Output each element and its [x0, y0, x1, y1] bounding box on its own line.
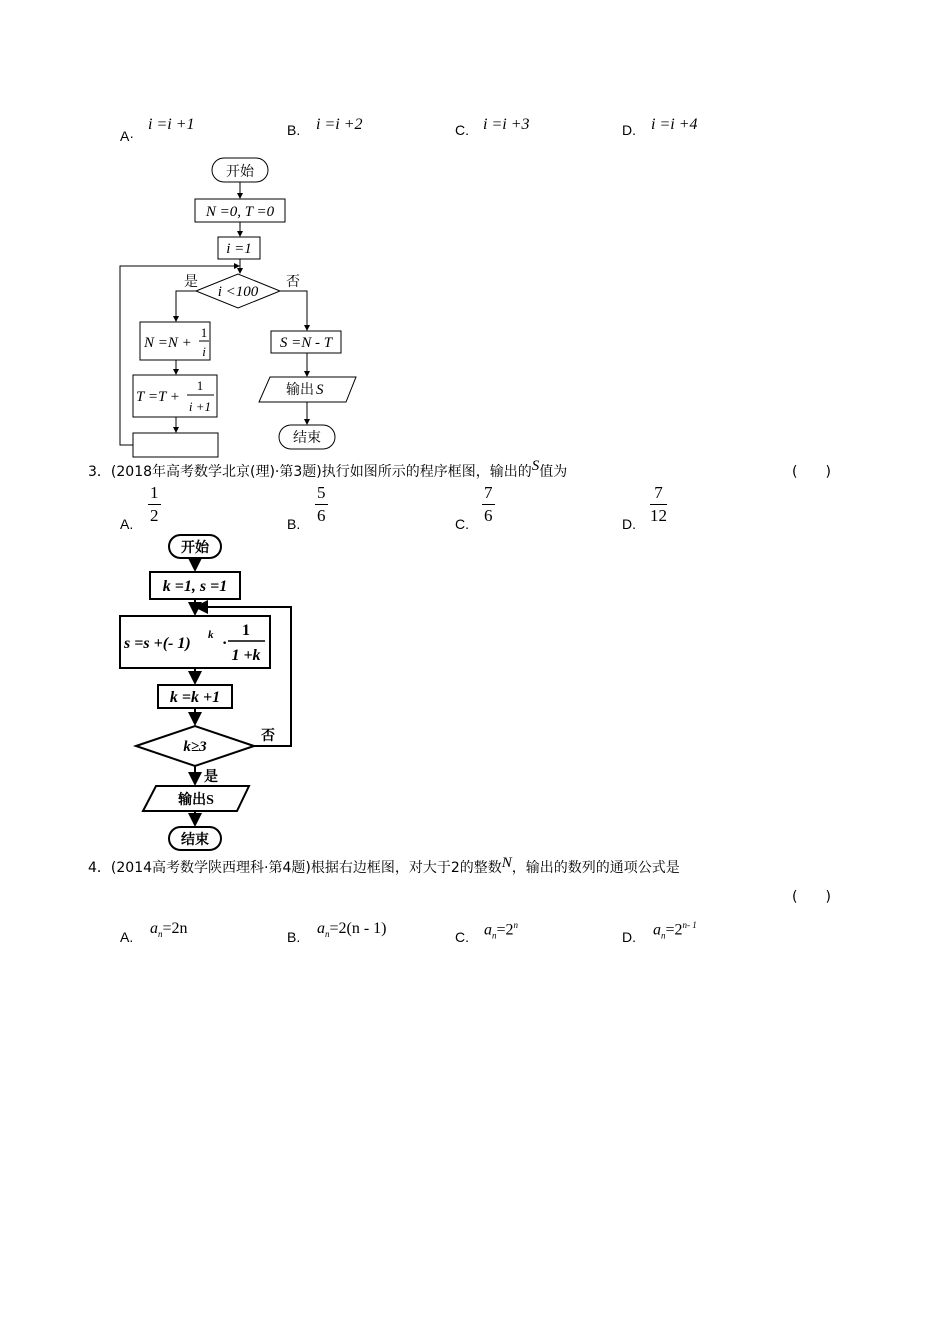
q3-option-c-letter: C. [455, 516, 469, 532]
q2-cond-text: i <100 [217, 284, 259, 300]
q2-output-var: S [316, 382, 324, 398]
q4-option-d-letter: D. [622, 929, 636, 945]
q4-option-c-expr [484, 920, 518, 941]
q4-option-b-base: a [317, 920, 325, 937]
q3-flowchart [0, 520, 950, 860]
q3-step-den: 1 +k [231, 647, 261, 664]
q2-option-c-expr: i =i +3 [483, 116, 530, 133]
q2-flowchart [0, 0, 950, 470]
q2-option-a-letter: A· [120, 128, 134, 144]
q4-option-d-expr [653, 920, 697, 941]
q4-option-d-rhs: =2 [665, 921, 683, 939]
q4-option-d-sub: n [661, 930, 666, 941]
q3-option-c-num: 7 [482, 482, 495, 505]
q3-step-dot: · [222, 635, 228, 652]
q2-start-text: 开始 [226, 165, 254, 180]
q2-blank-box [133, 433, 218, 457]
q3-stem [88, 458, 568, 481]
q3-option-b-letter: B. [287, 516, 301, 532]
q4-option-a-rhs: =2n [162, 920, 188, 937]
q2-init1-text: N =0, T =0 [205, 204, 275, 220]
q3-start-text: 开始 [181, 541, 209, 556]
q3-yes-label: 是 [204, 770, 218, 785]
q3-var: S [531, 458, 540, 474]
q4-option-b-rhs: =2(n - 1) [329, 920, 387, 937]
q2-no-label: 否 [286, 275, 300, 290]
q2-stepN-left: N =N + [144, 335, 192, 351]
q3-cond-text: k≥3 [183, 739, 207, 755]
q2-option-a-expr: i =i +1 [148, 116, 195, 133]
q3-step-num: 1 [242, 622, 250, 639]
q2-yes-label: 是 [184, 275, 198, 290]
q3-step-exp: k [208, 629, 214, 641]
q4-option-c-rhs: =2 [496, 921, 514, 939]
q2-option-d-letter: D. [622, 122, 636, 138]
q4-option-b-letter: B. [287, 929, 301, 945]
q3-output-text: 输出S [178, 793, 214, 808]
q2-init2-text: i =1 [226, 241, 252, 257]
q4-number: 4． [88, 860, 111, 876]
q3-text-a: (2018年高考数学北京(理)·第3题)执行如图所示的程序框图，输出的 [110, 464, 532, 480]
q3-answer-paren: ( ) [792, 464, 831, 480]
q3-option-d-num: 7 [650, 482, 667, 505]
q3-text-b: 值为 [539, 464, 568, 480]
q4-option-c-sup: n [513, 920, 519, 930]
q3-option-d-den: 12 [650, 506, 667, 525]
q2-calc-text: S =N - T [279, 335, 333, 351]
q4-option-a-expr [150, 920, 188, 939]
q4-option-d-base: a [653, 921, 661, 939]
q4-text-b: ，输出的数列的通项公式是 [511, 860, 680, 876]
q3-option-c-den: 6 [484, 506, 493, 525]
q4-option-b-sub: n [325, 929, 330, 940]
q4-option-c-base: a [484, 921, 492, 939]
q3-init-text: k =1, s =1 [162, 578, 228, 595]
q4-stem [88, 857, 680, 877]
q2-option-c-letter: C. [455, 122, 469, 138]
q3-option-a-letter: A. [120, 516, 134, 532]
q3-option-a-num: 1 [148, 482, 161, 505]
q2-stepN-den: i [202, 344, 206, 359]
q4-option-a-sub: n [158, 929, 163, 940]
q2-end-text: 结束 [293, 431, 321, 446]
q4-var: N [501, 855, 512, 871]
q2-option-d-expr: i =i +4 [651, 116, 698, 133]
q3-number: 3． [88, 464, 111, 480]
q2-stepT-den: i +1 [188, 399, 212, 414]
q3-option-a-den: 2 [150, 506, 159, 525]
q3-no-label: 否 [261, 729, 275, 744]
q3-option-b-den: 6 [317, 506, 326, 525]
q4-option-c-sub: n [492, 930, 497, 941]
q3-inc-text: k =k +1 [169, 689, 221, 706]
q2-stepT-left: T =T + [136, 389, 180, 405]
q4-option-c-letter: C. [455, 929, 469, 945]
q4-option-d-sup: n- 1 [682, 920, 697, 930]
q3-step-left: s =s +(- 1) [124, 635, 191, 652]
q3-option-b-num: 5 [315, 482, 328, 505]
q2-stepN-num: 1 [200, 325, 208, 340]
q2-output-text: 输出 [286, 383, 314, 398]
q4-answer-paren: ( ) [792, 889, 831, 905]
q3-end-text: 结束 [181, 833, 209, 848]
q2-stepT-num: 1 [196, 378, 204, 393]
q4-option-b-expr [317, 920, 387, 939]
q3-option-d-letter: D. [622, 516, 636, 532]
q4-option-a-base: a [150, 920, 158, 937]
q2-option-b-expr: i =i +2 [316, 116, 363, 133]
q2-option-b-letter: B. [287, 122, 301, 138]
q4-option-a-letter: A. [120, 929, 134, 945]
q4-text-a: (2014高考数学陕西理科·第4题)根据右边框图，对大于2的整数 [110, 860, 502, 876]
